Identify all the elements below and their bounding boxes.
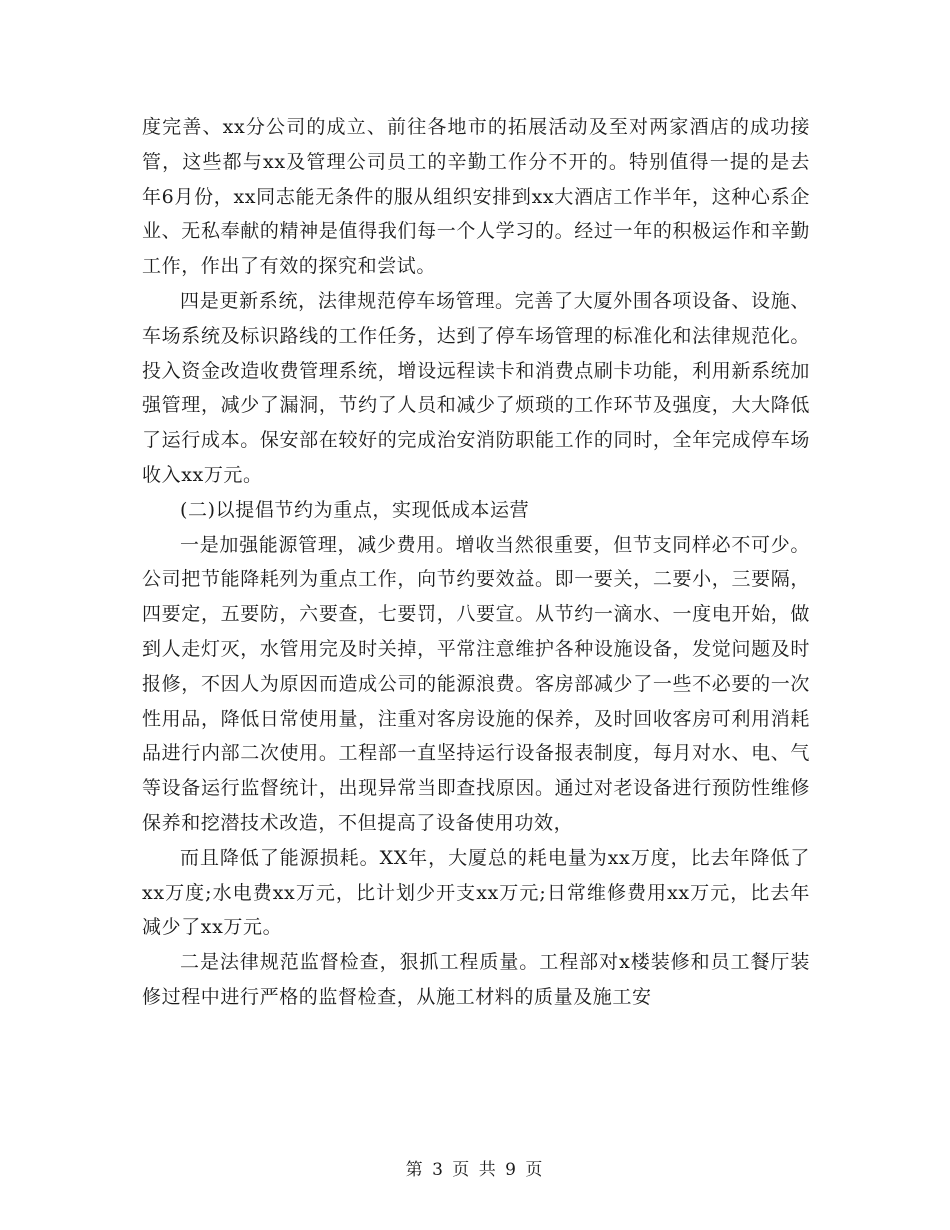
page-number-footer: 第 3 页 共 9 页 bbox=[405, 1160, 545, 1180]
paragraph-2: 四是更新系统，法律规范停车场管理。完善了大厦外围各项设备、设施、车场系统及标识路线的工作任务，达到了停车场管理的标准化和法律规范化。投入资金改造收费管理系统，增设远程读卡和消费点刷卡功能，利用新系统加强管理，减少了漏洞，节约了人员和减少了烦琐的工作环节及强度，大大降低了运行成本。保安部在较好的完成治安消防职能工作的同时，全年完成停车场收入xx万元。 bbox=[142, 289, 810, 486]
paragraph-4: 而且降低了能源损耗。XX年，大厦总的耗电量为xx万度，比去年降低了xx万度;水电费xx万元，比计划少开支xx万元;日常维修费用xx万元，比去年减少了xx万元。 bbox=[142, 846, 810, 939]
section-heading: (二)以提倡节约为重点，实现低成本运营 bbox=[180, 498, 530, 521]
paragraph-1: 度完善、xx分公司的成立、前往各地市的拓展活动及至对两家酒店的成功接管，这些都与xx及管理公司员工的辛勤工作分不开的。特别值得一提的是去年6月份，xx同志能无条件的服从组织安排到xx大酒店工作半年，这种心系企业、无私奉献的精神是值得我们每一个人学习的。经过一年的积极运作和辛勤工作，作出了有效的探究和尝试。 bbox=[142, 116, 810, 278]
paragraph-3: 一是加强能源管理，减少费用。增收当然很重要，但节支同样必不可少。公司把节能降耗列为重点工作，向节约要效益。即一要关，二要小，三要隔，四要定，五要防，六要查，七要罚，八要宣。从节约一滴水、一度电开始，做到人走灯灭，水管用完及时关掉，平常注意维护各种设施设备，发觉问题及时报修，不因人为原因而造成公司的能源浪费。客房部减少了一些不必要的一次性用品，降低日常使用量，注重对客房设施的保养，及时回收客房可利用消耗品进行内部二次使用。工程部一直坚持运行设备报表制度，每月对水、电、气等设备运行监督统计，出现异常当即查找原因。通过对老设备进行预防性维修保养和挖潜技术改造，不但提高了设备使用功效， bbox=[142, 533, 810, 834]
document-body bbox=[142, 110, 810, 1015]
paragraph-5: 二是法律规范监督检查，狠抓工程质量。工程部对x楼装修和员工餐厅装修过程中进行严格的监督检查，从施工材料的质量及施工安 bbox=[142, 951, 810, 1008]
